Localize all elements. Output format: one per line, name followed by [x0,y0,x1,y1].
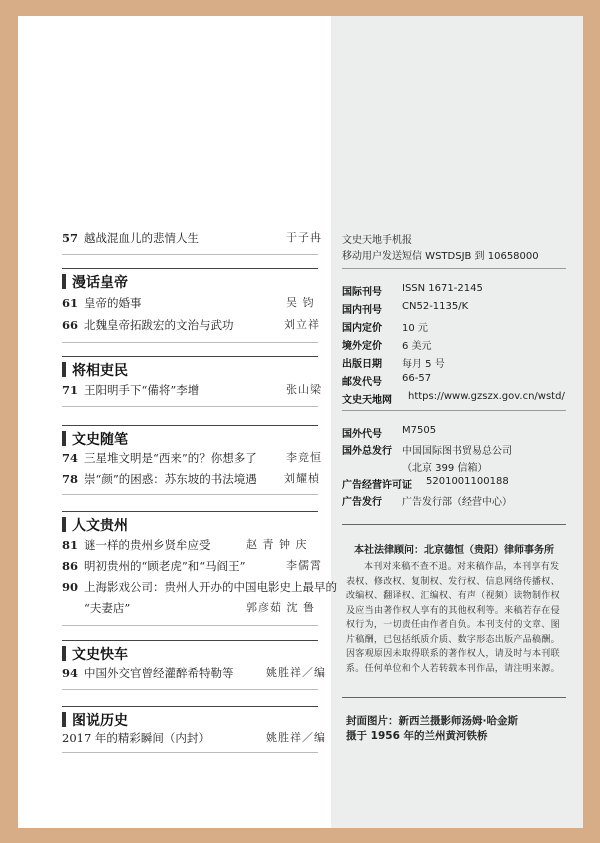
section-marker [62,274,66,289]
toc-author: 郭彦茹 沈 鲁 [246,601,315,614]
divider [342,697,566,698]
divider [62,494,318,495]
field-label: 国内定价 [342,323,382,334]
field-value: 广告发行部（经营中心） [402,497,512,508]
toc-author: 张山梁 [286,383,322,396]
field-value: 6 美元 [402,341,432,352]
toc-author: 姚胜祥／编 [266,666,326,679]
toc-title: 谜一样的贵州乡贤牟应受 [84,538,211,552]
toc-entry[interactable] [62,559,246,573]
toc-author: 刘耀楨 [284,472,320,485]
divider [342,410,566,411]
field-label: 国际刊号 [342,287,382,298]
section-marker [62,362,66,377]
toc-title: 明初贵州的“顾老虎”和“马阎王” [84,559,246,573]
section-header [62,425,318,448]
toc-author: 吴 钧 [286,296,315,309]
toc-page-number: 61 [62,296,79,310]
field-label: 国内刊号 [342,305,382,316]
field-value: ISSN 1671-2145 [402,283,483,294]
field-label: 邮发代号 [342,377,382,388]
toc-author: 刘立祥 [284,318,320,331]
field-value: 10 元 [402,323,428,334]
legal-advisor: 本社法律顾问：北京德恒（贵阳）律师事务所 [354,545,554,556]
toc-entry[interactable] [62,731,210,745]
field-value: 66-57 [402,373,432,384]
mobile-news-sms: 移动用户发送短信 WSTDSJB 到 10658000 [342,251,539,262]
toc-title: 崇“颜”的困惑：苏东坡的书法境遇 [84,472,257,486]
toc-author: 姚胜祥／编 [266,731,326,744]
toc-page-number: 90 [62,580,79,594]
cover-caption-line2: 摄于 1956 年的兰州黄河铁桥 [346,730,488,742]
toc-page-number: 71 [62,383,79,397]
toc-title: 中国外交官曾经灌醉希特勒等 [84,666,234,680]
toc-entry[interactable] [62,538,211,552]
toc-entry[interactable] [62,318,234,332]
field-label: 国外总发行 [342,446,392,457]
section-header [62,511,318,534]
toc-title: 越战混血儿的悲情人生 [84,231,199,245]
field-label: 广告发行 [342,497,382,508]
toc-page-number: 57 [62,231,79,245]
field-value: 每月 5 号 [402,359,445,370]
section-title: 漫话皇帝 [72,275,128,291]
divider [62,406,318,407]
field-value: M7505 [402,425,437,436]
toc-title: 王阳明手下“備将”李增 [84,383,200,397]
toc-title: 皇帝的婚事 [84,296,142,310]
toc-entry[interactable] [62,231,199,245]
divider [62,254,318,255]
toc-entry[interactable] [62,383,199,397]
toc-author: 李竞恒 [286,451,322,464]
toc-page-number: 74 [62,451,79,465]
toc-author: 赵 青 钟 庆 [246,538,308,551]
toc-title: 2017 年的精彩瞬间（内封） [62,731,210,745]
website-link[interactable]: https://www.gzszx.gov.cn/wstd/ [408,391,565,402]
field-value: 中国国际图书贸易总公司 [402,446,512,457]
info-panel [331,16,583,828]
copyright-notice: 本刊对来稿不查不退。对来稿作品，本刊享有发表权、修改权、复制权、发行权、信息网络传播权、改编权、翻译权、汇编权、有声（视频）读物制作权及应当由著作权人享有的其他权利等。来稿若存在侵权行为，一切责任由作者自负。本刊支付的文章、图片稿酬，已包括纸质介质、数字形态出版产品稿酬。因客观原因未取得联系的著作权人，请及时与本刊联系。任何单位和个人若转载本刊作品，请注明来源。 [346,562,560,674]
divider [62,625,318,626]
toc-title: 上海影戏公司：贵州人开办的中国电影史上最早的 [84,580,337,594]
toc-page-number: 66 [62,318,79,332]
toc-title: 三星堆文明是“西来”的？你想多了 [84,451,257,465]
toc-title-continued: “夫妻店” [84,601,131,615]
divider [62,689,318,690]
toc-page-number: 86 [62,559,79,573]
section-title: 文史快车 [72,647,128,663]
cover-caption-line1: 封面图片：新西兰摄影师汤姆·哈金斯 [346,715,518,727]
mobile-news-title: 文史天地手机报 [342,235,412,246]
section-title: 图说历史 [72,713,128,729]
toc-author: 李儒霄 [286,559,322,572]
divider [342,524,566,525]
field-value: CN52-1135/K [402,301,469,312]
section-marker [62,517,66,532]
section-header [62,268,318,291]
field-value: （北京 399 信箱） [402,463,488,474]
field-value: 5201001100188 [426,476,509,487]
divider [342,268,566,269]
toc-page-number: 94 [62,666,79,680]
toc-entry[interactable] [62,451,257,465]
divider [62,752,318,753]
field-label: 出版日期 [342,359,382,370]
field-label: 文史天地网 [342,395,392,406]
toc-entry[interactable] [62,472,257,486]
toc-entry[interactable] [62,296,142,310]
field-label: 境外定价 [342,341,382,352]
field-label: 广告经营许可证 [342,480,412,491]
divider [62,342,318,343]
toc-entry[interactable] [62,580,337,594]
toc-page-number: 81 [62,538,79,552]
section-header [62,640,318,663]
field-label: 国外代号 [342,429,382,440]
section-header [62,706,318,729]
section-marker [62,431,66,446]
toc-page-number: 78 [62,472,79,486]
section-title: 将相吏民 [72,363,128,379]
toc-author: 于子冉 [286,231,322,244]
section-title: 文史随笔 [72,432,128,448]
toc-entry[interactable] [62,666,234,680]
toc-title: 北魏皇帝拓跋宏的文治与武功 [84,318,234,332]
section-marker [62,646,66,661]
section-marker [62,712,66,727]
section-title: 人文贵州 [72,518,128,534]
section-header [62,356,318,379]
